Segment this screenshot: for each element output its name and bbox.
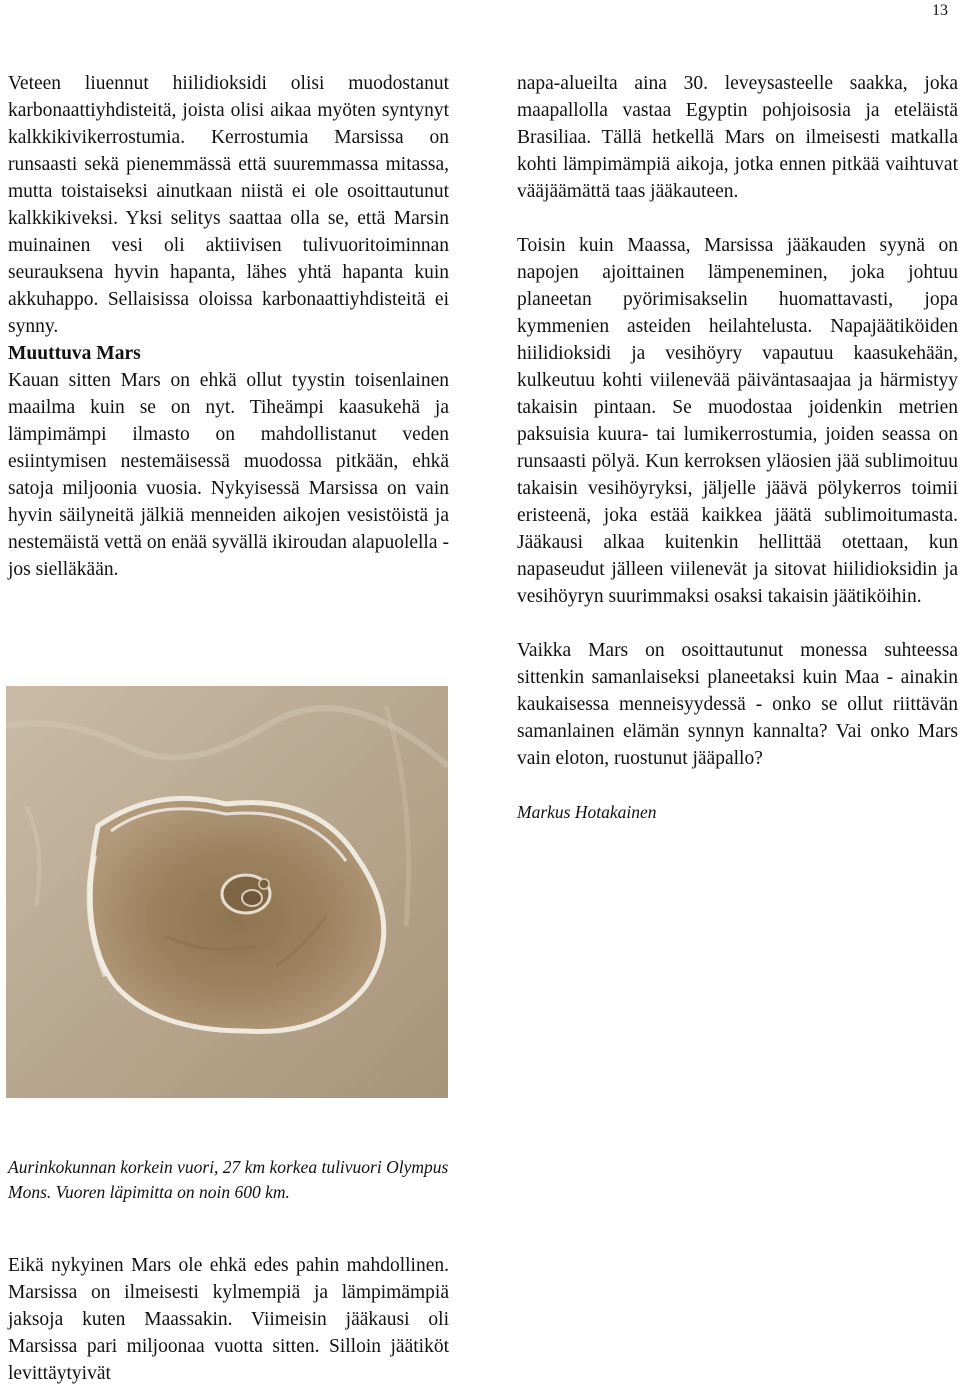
- right-column: [517, 70, 958, 826]
- section-heading: Muuttuva Mars: [8, 343, 141, 364]
- left-column: [8, 70, 449, 583]
- right-paragraph-3: Vaikka Mars on osoittautunut monessa suhteessa sittenkin samanlaiseksi planeetaksi kuin Maa - ainakin kaukaisessa menneisyydessä - onko se ollut riittävän samanlainen elämän synnyn kannalta? Vai onko Mars vain eloton, ruostunut jääpallo?: [517, 640, 958, 769]
- author-signature: Markus Hotakainen: [517, 802, 657, 822]
- right-paragraph-2: Toisin kuin Maassa, Marsissa jääkauden syynä on napojen ajoittainen lämpeneminen, joka johtuu planeetan pyörimisakselin huomattavasti, jopa kymmenien asteiden heilahtelusta. Napajäätiköiden hiilidioksidi ja vesihöyry vapautuu kaasukehään, kulkeutuu kohti viilenevää päiväntasaajaa ja härmistyy takaisin pintaan. Se muodostaa joidenkin metrien paksuisia kuura- tai lumikerrostumia, joiden seassa on runsaasti pölyä. Kun kerroksen yläosien jää sublimoituu takaisin vesihöyryksi, jäljelle jäävä pölykerros toimii eristeenä, joka estää kaikkea jäätä sublimoitumasta. Jääkausi alkaa kuitenkin hellittää otettaan, kun napaseudut jälleen viilenevät ja sitovat hiilidioksidin ja vesihöyryn suurimmaksi osaksi takaisin jäätiköihin.: [517, 235, 958, 607]
- left-paragraph-2: Kauan sitten Mars on ehkä ollut tyystin toisenlainen maailma kuin se on nyt. Tiheämpi kaasukehä ja lämpimämpi ilmasto on mahdollistanut veden esiintymisen nestemäisessä muodossa pitkään, ehkä satoja miljoonia vuosia. Nykyisessä Marsissa on vain hyvin säilyneitä jälkiä menneiden aikojen vesistöistä ja nestemäistä vettä on enää syvällä ikiroudan alapuolella - jos sielläkään.: [8, 370, 449, 580]
- page-number: 13: [932, 2, 948, 19]
- photo-caption: Aurinkokunnan korkein vuori, 27 km korkea tulivuori Olympus Mons. Vuoren läpimitta on noin 600 km.: [8, 1157, 449, 1202]
- olympus-mons-photo: [6, 686, 448, 1098]
- left-paragraph-3: Eikä nykyinen Mars ole ehkä edes pahin mahdollinen. Marsissa on ilmeisesti kylmempiä ja lämpimämpiä jaksoja kuten Maassakin. Viimeisin jääkausi oli Marsissa pari miljoonaa vuotta sitten. Silloin jäätiköt levittäytyivät: [8, 1255, 449, 1384]
- left-paragraph-1: Veteen liuennut hiilidioksidi olisi muodostanut karbonaattiyhdisteitä, joista olisi aikaa myöten syntynyt kalkkikivikerrostumia. Kerrostumia Marsissa on runsaasti sekä pienemmässä että suuremmassa mitassa, mutta toistaiseksi ainutkaan niistä ei ole osoittautunut kalkkikiveksi. Yksi selitys saattaa olla se, että Marsin muinainen vesi oli aktiivisen tulivuoritoiminnan seurauksena hyvin hapanta, lähes yhtä hapanta kuin akkuhappo. Sellaisissa oloissa karbonaattiyhdisteitä ei synny.: [8, 73, 449, 337]
- right-paragraph-1: napa-alueilta aina 30. leveysasteelle saakka, joka maapallolla vastaa Egyptin pohjoisosia ja eteläistä Brasiliaa. Tällä hetkellä Mars on ilmeisesti matkalla kohti lämpimämpiä aikoja, jotka ennen pitkää vaihtuvat vääjäämättä taas jääkauteen.: [517, 73, 958, 202]
